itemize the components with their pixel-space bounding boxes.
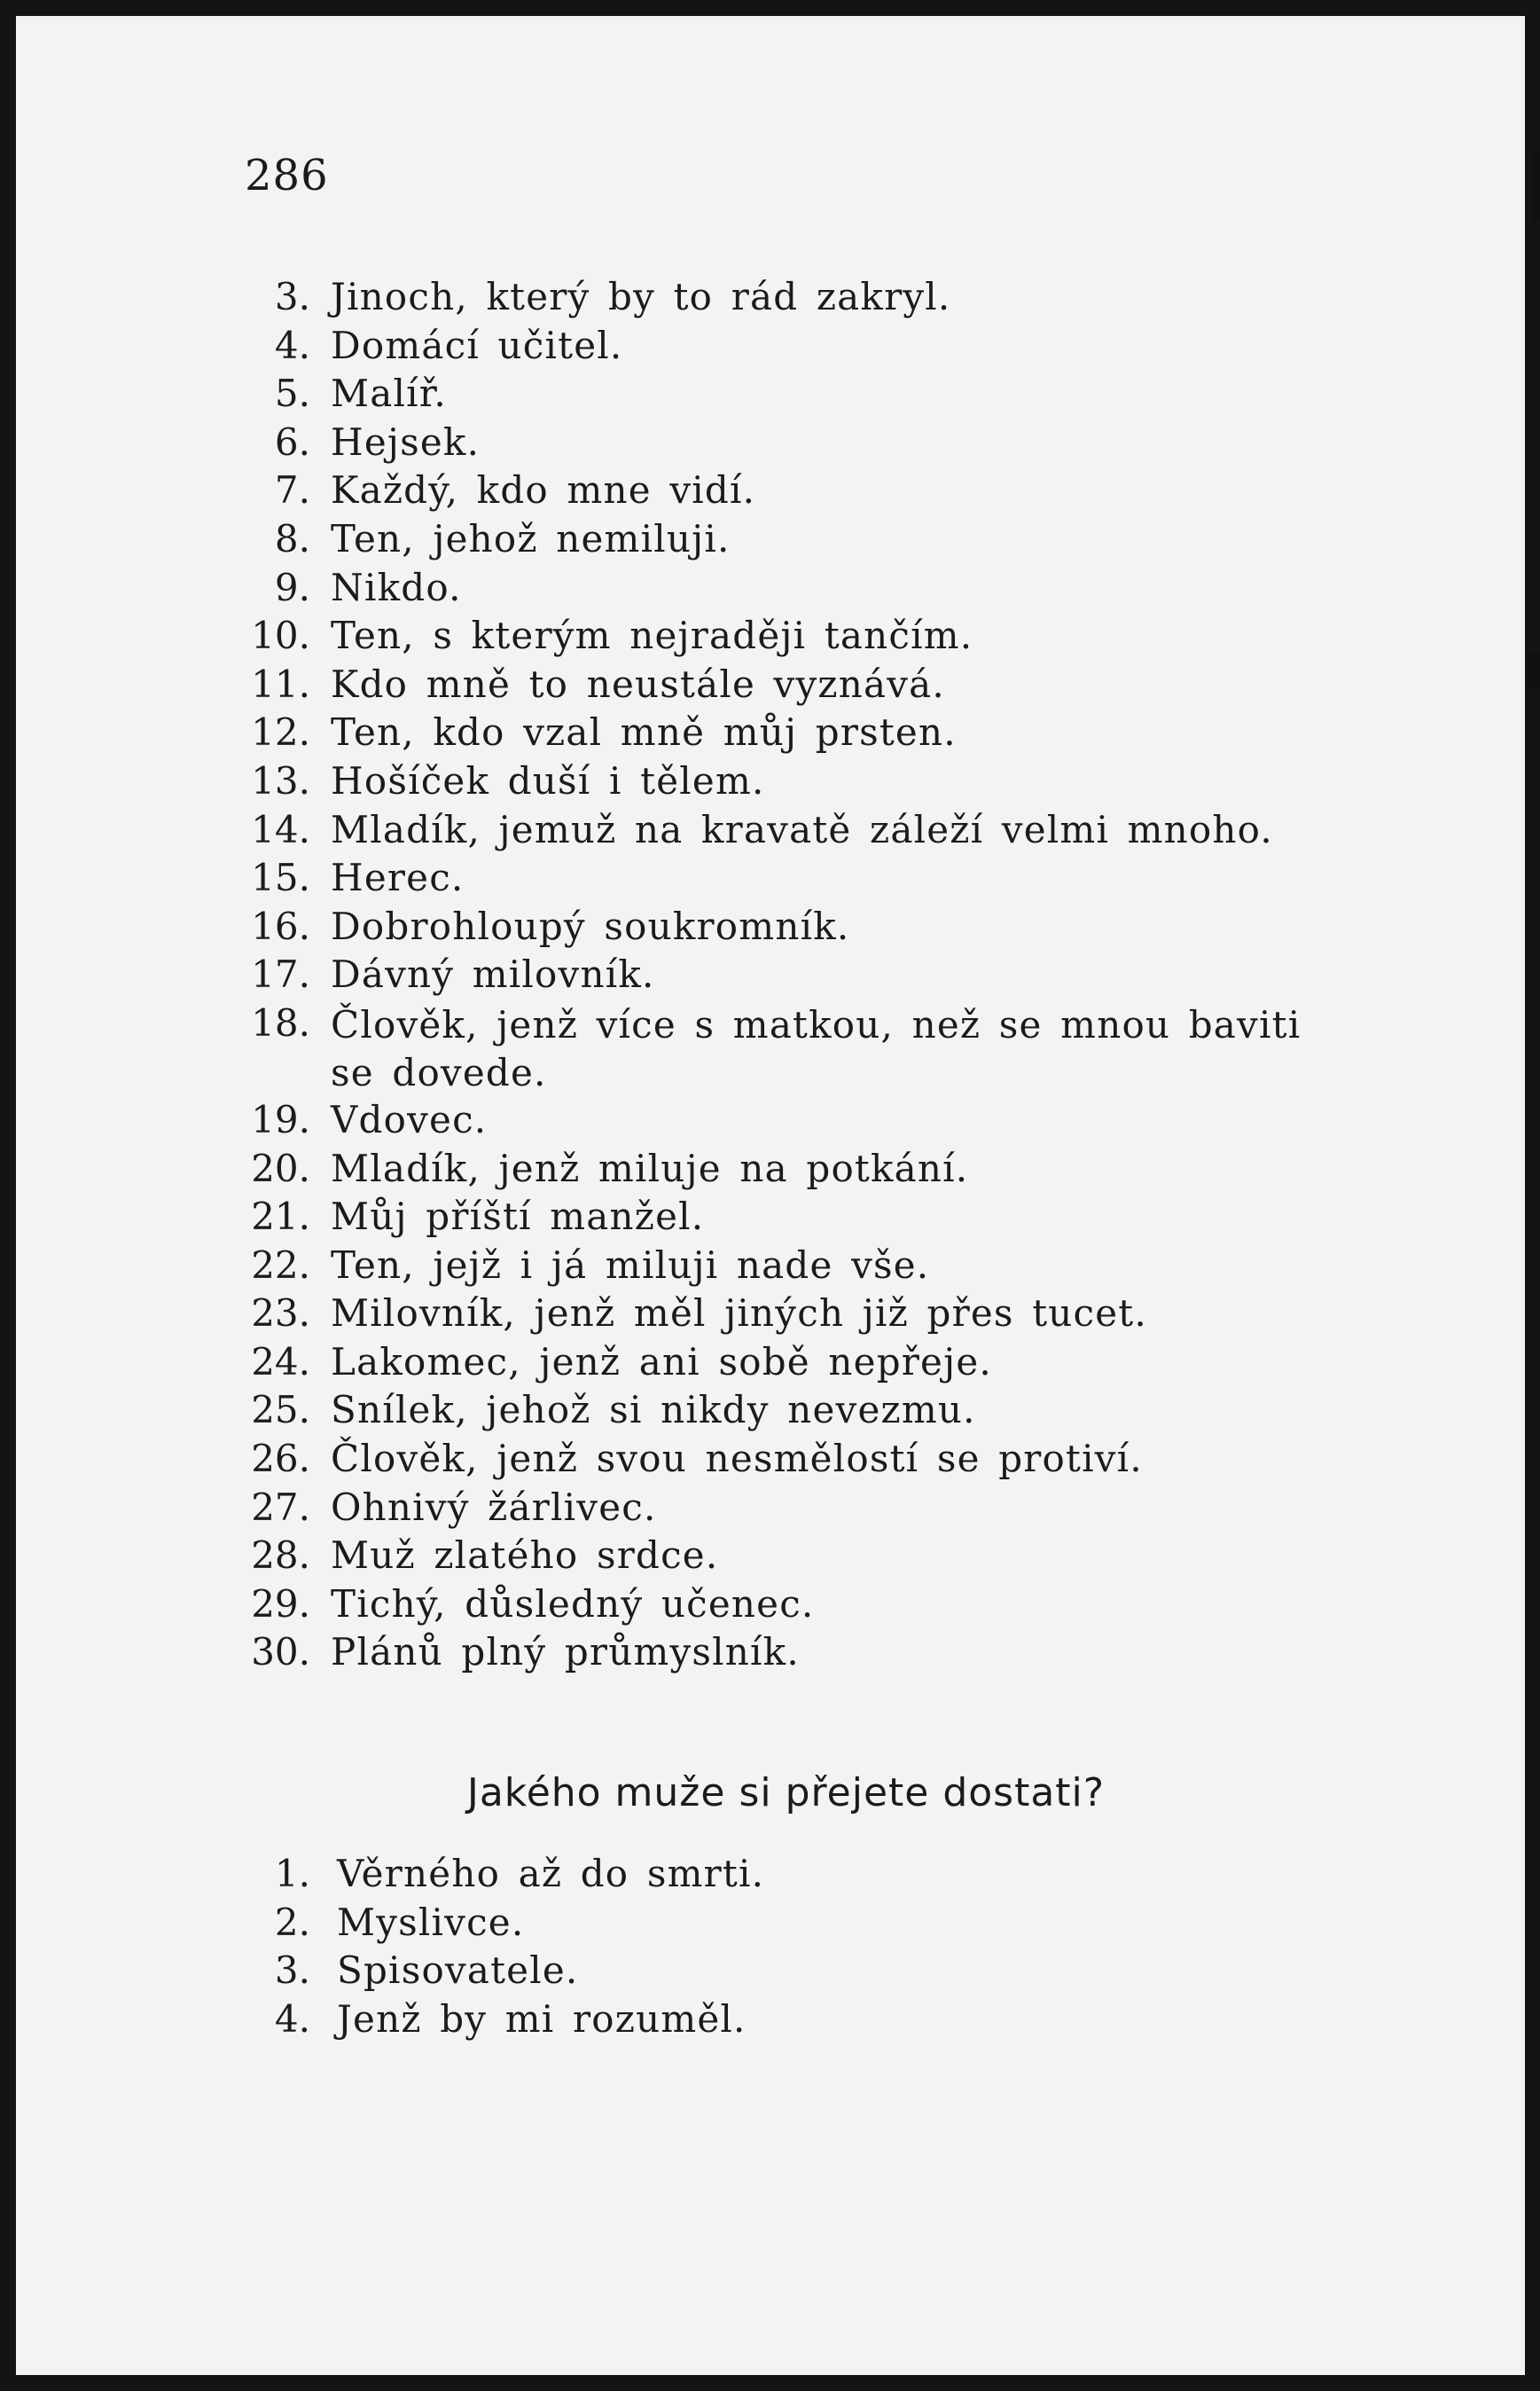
answer-list: [16, 1852, 1525, 2045]
list-item: [16, 614, 1525, 662]
list-item: [16, 1340, 1525, 1389]
item-text: Milovník, jenž měl jiných již přes tucet.: [331, 1291, 1147, 1336]
list-item: [16, 1147, 1525, 1196]
item-number: 20.: [251, 1146, 310, 1190]
item-text: Dávný milovník.: [331, 952, 655, 997]
item-text: Plánů plný průmyslník.: [331, 1630, 800, 1674]
item-number: 3.: [274, 1948, 310, 1993]
item-number: 26.: [251, 1437, 310, 1481]
list-item: [16, 1243, 1525, 1292]
item-number: 19.: [251, 1097, 310, 1141]
item-number: 1.: [274, 1852, 310, 1895]
item-text: Každý, kdo mne vidí.: [331, 468, 756, 513]
list-item: [16, 1997, 1525, 2046]
item-number: 25.: [251, 1388, 310, 1432]
item-text: Ten, jejž i já miluji nade vše.: [331, 1243, 930, 1287]
list-item: [16, 1852, 1525, 1901]
list-item: [16, 1901, 1525, 1949]
list-item: [16, 856, 1525, 905]
item-number: 2.: [274, 1900, 310, 1944]
item-number: 30.: [251, 1630, 310, 1674]
item-number: 7.: [274, 468, 310, 513]
list-item: [16, 566, 1525, 615]
item-number: 28.: [251, 1533, 310, 1578]
list-item: [16, 324, 1525, 372]
item-text: Jinoch, který by to rád zakryl.: [331, 275, 951, 318]
item-number: 5.: [274, 372, 310, 416]
item-text: Tichý, důsledný učenec.: [331, 1581, 815, 1626]
item-number: 22.: [251, 1243, 310, 1287]
book-page: [16, 16, 1525, 2375]
item-text: Hejsek.: [331, 419, 481, 464]
item-number: 9.: [274, 565, 310, 609]
item-text: Lakomec, jenž ani sobě nepřeje.: [331, 1339, 992, 1384]
item-number: 8.: [274, 516, 310, 561]
list-item: [16, 1001, 1525, 1098]
item-number: 27.: [251, 1485, 310, 1529]
list-item: [16, 905, 1525, 953]
list-item: [16, 372, 1525, 420]
list-item: [16, 1437, 1525, 1486]
item-number: 6.: [274, 419, 310, 464]
item-text: Herec.: [331, 856, 465, 900]
item-text: Jenž by mi rozuměl.: [337, 1996, 747, 2041]
item-text: Dobrohloupý soukromník.: [331, 904, 850, 948]
list-item: [16, 1291, 1525, 1340]
list-item: [16, 808, 1525, 857]
list-item: [16, 1948, 1525, 1997]
item-number: 24.: [251, 1339, 310, 1384]
item-number: 11.: [251, 662, 310, 706]
list-item: [16, 1388, 1525, 1437]
item-number: 29.: [251, 1581, 310, 1626]
item-text: Mladík, jenž miluje na potkání.: [331, 1146, 969, 1190]
binding-edge-mark: [1529, 652, 1540, 687]
entry-list: [16, 275, 1525, 1679]
list-item: [16, 952, 1525, 1001]
item-text: Spisovatele.: [337, 1948, 579, 1993]
item-number: 21.: [251, 1195, 310, 1239]
list-item: [16, 468, 1525, 517]
item-text: Vdovec.: [331, 1097, 488, 1141]
item-text: Kdo mně to neustále vyznává.: [331, 662, 945, 706]
item-number: 10.: [251, 614, 310, 658]
binding-edge-mark: [1531, 151, 1540, 222]
item-number: 15.: [251, 856, 310, 900]
item-text: Člověk, jenž svou nesmělostí se protiví.: [331, 1437, 1143, 1481]
item-number: 13.: [251, 758, 310, 803]
list-item: [16, 1630, 1525, 1679]
item-number: 17.: [251, 952, 310, 997]
item-text: Věrného až do smrti.: [337, 1852, 765, 1895]
item-text: Ohnivý žárlivec.: [331, 1485, 657, 1529]
item-number: 14.: [251, 807, 310, 851]
list-item: [16, 662, 1525, 711]
list-item: [16, 759, 1525, 808]
item-number: 12.: [251, 710, 310, 755]
list-item: [16, 1533, 1525, 1582]
list-item: [16, 420, 1525, 469]
item-text: Hošíček duší i tělem.: [331, 758, 765, 803]
list-item: [16, 1486, 1525, 1534]
item-text: Snílek, jehož si nikdy nevezmu.: [331, 1388, 976, 1432]
item-number: 23.: [251, 1291, 310, 1336]
item-number: 4.: [274, 1996, 310, 2041]
item-text: Malíř.: [331, 372, 447, 416]
item-number: 16.: [251, 904, 310, 948]
list-item: [16, 710, 1525, 759]
item-text: Myslivce.: [337, 1900, 525, 1944]
item-number: 18.: [251, 1000, 310, 1045]
item-text: Ten, jehož nemiluji.: [331, 516, 731, 561]
item-text: Ten, s kterým nejraději tančím.: [331, 614, 973, 658]
item-text: Domácí učitel.: [331, 323, 623, 367]
list-item: [16, 275, 1525, 324]
item-text: Člověk, jenž více s matkou, než se mnou baviti se dovede.: [331, 1002, 1302, 1094]
list-item: [16, 517, 1525, 566]
item-number: 4.: [274, 323, 310, 367]
item-text: Mladík, jemuž na kravatě záleží velmi mnoho.: [331, 807, 1273, 851]
item-number: 3.: [274, 275, 310, 318]
page-number: 286: [245, 151, 329, 200]
item-text: Můj příští manžel.: [331, 1195, 705, 1239]
item-text: Ten, kdo vzal mně můj prsten.: [331, 710, 957, 755]
list-item: [16, 1195, 1525, 1243]
section-heading: Jakého muže si přejete dostati?: [466, 1770, 1106, 1815]
item-text: Nikdo.: [331, 565, 462, 609]
item-text: Muž zlatého srdce.: [331, 1533, 719, 1578]
list-item: [16, 1582, 1525, 1631]
list-item: [16, 1098, 1525, 1147]
